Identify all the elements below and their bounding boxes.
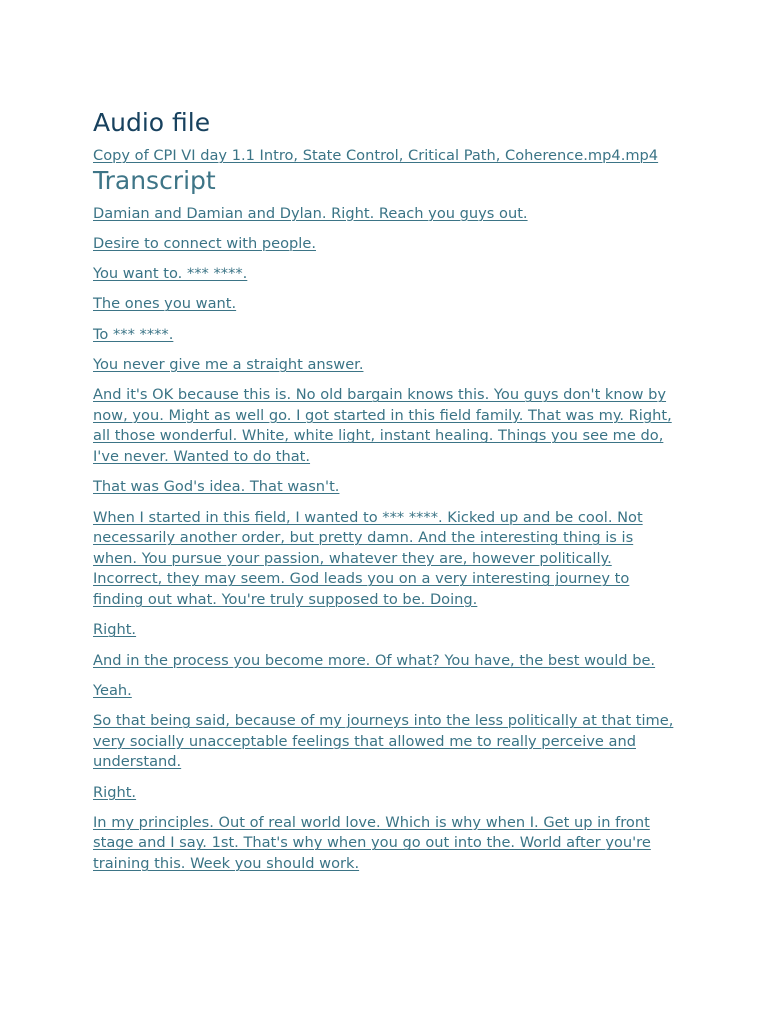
transcript-paragraph xyxy=(93,384,678,466)
transcript-segment-link[interactable]: To *** ****. xyxy=(93,325,174,343)
audio-file-link-container xyxy=(93,145,678,166)
transcript-paragraph xyxy=(93,354,678,375)
transcript-segment-link[interactable]: Damian and Damian and Dylan. Right. Reach you guys out. xyxy=(93,204,528,222)
transcript-segment-link[interactable]: Desire to connect with people. xyxy=(93,234,316,252)
transcript-body xyxy=(93,203,678,874)
transcript-segment-link[interactable]: Right. xyxy=(93,621,137,639)
transcript-segment-link[interactable]: That was God's idea. That wasn't. xyxy=(93,478,340,496)
transcript-heading: Transcript xyxy=(93,165,216,195)
transcript-paragraph xyxy=(93,263,678,284)
transcript-paragraph xyxy=(93,233,678,254)
transcript-paragraph xyxy=(93,710,678,772)
transcript-segment-link[interactable]: In my principles. Out of real world love. Which is why when I. Get up in front stage and I say. 1st. That's why when you go out into the. World after you're training this. Week you should work. xyxy=(93,813,651,873)
transcript-segment-link[interactable]: So that being said, because of my journeys into the less politically at that time, very socially unacceptable feelings that allowed me to really perceive and understand. xyxy=(93,712,674,771)
transcript-segment-link[interactable]: When I started in this field, I wanted to *** ****. Kicked up and be cool. Not necessarily another order, but pretty damn. And the interesting thing is is when. You pursue your passion, whatever they are, however politically. Incorrect, they may seem. God leads you on a very interesting journey to finding out what. You're truly supposed to be. Doing. xyxy=(93,508,643,608)
transcript-segment-link[interactable]: You never give me a straight answer. xyxy=(93,356,364,373)
transcript-segment-link[interactable]: Yeah. xyxy=(93,681,132,699)
transcript-segment-link[interactable]: And in the process you become more. Of what? You have, the best would be. xyxy=(93,651,656,669)
transcript-paragraph xyxy=(93,619,678,640)
transcript-paragraph xyxy=(93,782,678,803)
transcript-paragraph xyxy=(93,507,678,610)
audio-file-heading: Audio file xyxy=(93,108,211,137)
transcript-segment-link[interactable]: Right. xyxy=(93,783,137,801)
transcript-segment-link[interactable]: And it's OK because this is. No old bargain knows this. You guys don't know by now, you. Might as well go. I got started in this field family. That was my. Right, all those wonderful. White, white light, instant healing. Things you see me do, I've never. Wanted to do that. xyxy=(93,386,672,466)
audio-file-link[interactable]: Copy of CPI VI day 1.1 Intro, State Control, Critical Path, Coherence.mp4.mp4 xyxy=(93,147,659,164)
transcript-paragraph xyxy=(93,203,678,224)
transcript-paragraph xyxy=(93,650,678,671)
transcript-segment-link[interactable]: The ones you want. xyxy=(93,295,237,313)
transcript-paragraph xyxy=(93,293,678,314)
transcript-paragraph xyxy=(93,476,678,497)
transcript-paragraph xyxy=(93,680,678,701)
transcript-paragraph xyxy=(93,324,678,345)
transcript-segment-link[interactable]: You want to. *** ****. xyxy=(93,265,248,283)
transcript-paragraph xyxy=(93,812,678,874)
